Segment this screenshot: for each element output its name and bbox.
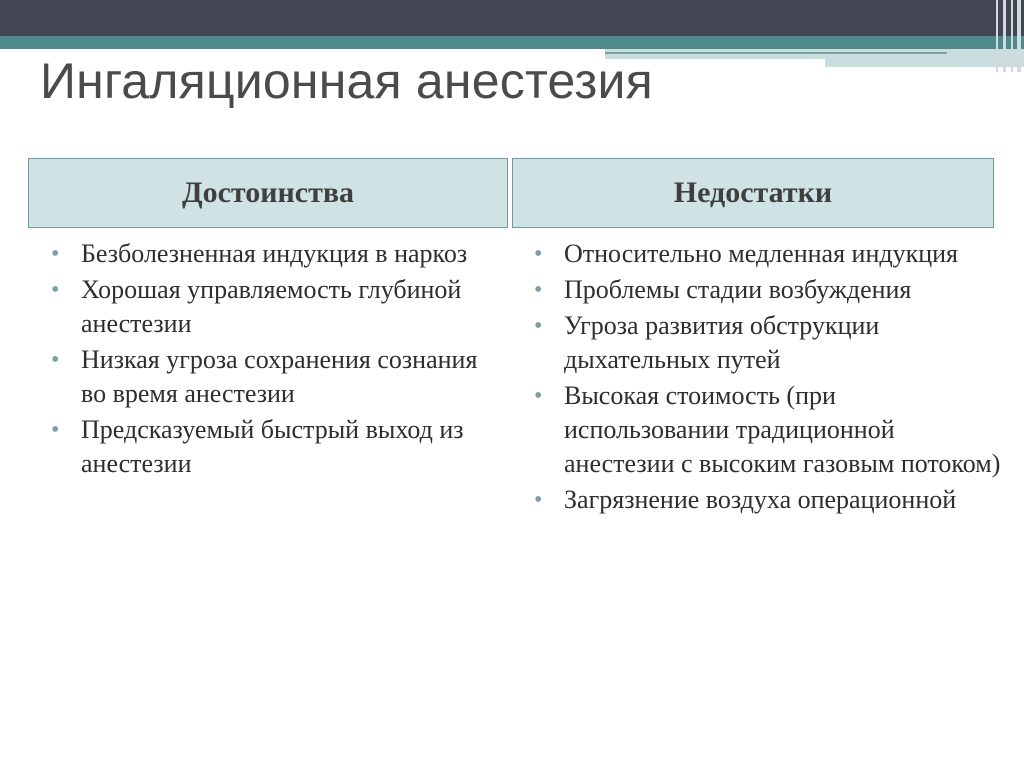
list-item — [50, 413, 502, 481]
list-item — [533, 379, 1003, 481]
bullet-icon: • — [534, 313, 543, 339]
list-item-text: Предсказуемый быстрый выход из анестезии — [81, 415, 464, 478]
decor-vline-3 — [1011, 0, 1013, 72]
list-item-text: Относительно медленная индукция — [564, 239, 958, 268]
slide-title: Ингаляционная анестезия — [40, 53, 653, 109]
bullet-icon: • — [51, 277, 60, 303]
bullet-icon: • — [51, 241, 60, 267]
list-item-text: Высокая стоимость (при использовании традиционной анестезии с высоким газовым потоком) — [564, 381, 1001, 478]
list-item-text: Проблемы стадии возбуждения — [564, 275, 912, 304]
teal-decor-band — [0, 36, 1024, 49]
decor-strip-lower — [825, 59, 1024, 67]
bullet-icon: • — [534, 383, 543, 409]
bullet-icon: • — [534, 487, 543, 513]
list-item-text: Загрязнение воздуха операционной — [564, 485, 957, 514]
bullet-icon: • — [534, 277, 543, 303]
list-item — [50, 237, 502, 271]
list-item-text: Хорошая управляемость глубиной анестезии — [81, 275, 462, 338]
decor-vline-1 — [996, 0, 998, 72]
bullet-icon: • — [51, 417, 60, 443]
bullet-icon: • — [51, 347, 60, 373]
bullet-icon: • — [534, 241, 543, 267]
advantages-header: Достоинства — [28, 158, 508, 228]
disadvantages-header: Недостатки — [512, 158, 994, 228]
list-item — [533, 309, 1003, 377]
decor-strip-upper — [605, 49, 1024, 59]
list-item — [533, 483, 1003, 517]
list-item — [50, 273, 502, 341]
decor-vline-4 — [1017, 0, 1021, 72]
list-item — [533, 273, 1003, 307]
list-item — [50, 343, 502, 411]
list-item — [533, 237, 1003, 271]
list-item-text: Низкая угроза сохранения сознания во время анестезии — [81, 345, 478, 408]
list-item-text: Безболезненная индукция в наркоз — [81, 239, 468, 268]
disadvantages-list — [533, 237, 1003, 519]
decor-line — [605, 52, 947, 54]
top-decor-band — [0, 0, 1024, 36]
decor-vline-2 — [1003, 0, 1006, 72]
list-item-text: Угроза развития обструкции дыхательных путей — [564, 311, 880, 374]
advantages-list — [50, 237, 502, 483]
